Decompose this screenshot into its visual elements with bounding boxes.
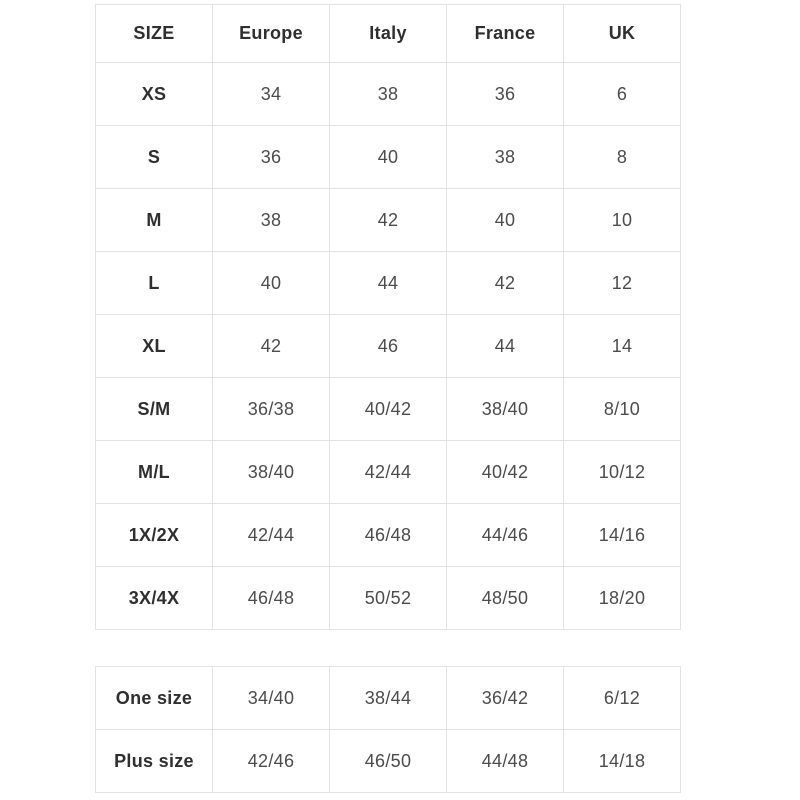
- size-value-cell: 34: [213, 63, 330, 126]
- size-value-cell: 46: [330, 315, 447, 378]
- size-value-cell: 38: [447, 126, 564, 189]
- size-row: [96, 63, 681, 126]
- size-value-cell: 10: [564, 189, 681, 252]
- column-header-cell: UK: [564, 5, 681, 63]
- size-label-cell: One size: [96, 667, 213, 730]
- size-value-cell: 38: [213, 189, 330, 252]
- size-value-cell: 44: [447, 315, 564, 378]
- size-value-cell: 36: [447, 63, 564, 126]
- size-value-cell: 44/48: [447, 730, 564, 793]
- size-value-cell: 6/12: [564, 667, 681, 730]
- special-sizes-table: [95, 666, 681, 793]
- size-conversion-table: [95, 4, 681, 630]
- size-value-cell: 40: [213, 252, 330, 315]
- size-label-cell: S/M: [96, 378, 213, 441]
- size-value-cell: 14: [564, 315, 681, 378]
- size-value-cell: 48/50: [447, 567, 564, 630]
- special-size-row: [96, 667, 681, 730]
- special-size-row: [96, 730, 681, 793]
- size-value-cell: 36/42: [447, 667, 564, 730]
- size-value-cell: 46/48: [213, 567, 330, 630]
- size-value-cell: 46/48: [330, 504, 447, 567]
- size-value-cell: 38/44: [330, 667, 447, 730]
- size-value-cell: 38/40: [213, 441, 330, 504]
- size-value-cell: 40: [330, 126, 447, 189]
- size-row: [96, 252, 681, 315]
- special-sizes-table-body: [96, 667, 681, 793]
- size-label-cell: L: [96, 252, 213, 315]
- size-row: [96, 315, 681, 378]
- size-row: [96, 189, 681, 252]
- column-header-cell: France: [447, 5, 564, 63]
- size-value-cell: 42: [330, 189, 447, 252]
- size-conversion-table-body: [96, 63, 681, 630]
- size-value-cell: 50/52: [330, 567, 447, 630]
- size-label-cell: M: [96, 189, 213, 252]
- size-label-cell: 3X/4X: [96, 567, 213, 630]
- size-value-cell: 36: [213, 126, 330, 189]
- column-header-cell: Europe: [213, 5, 330, 63]
- size-row: [96, 126, 681, 189]
- size-row: [96, 378, 681, 441]
- size-value-cell: 46/50: [330, 730, 447, 793]
- size-label-cell: M/L: [96, 441, 213, 504]
- size-value-cell: 42: [447, 252, 564, 315]
- size-value-cell: 44: [330, 252, 447, 315]
- size-value-cell: 8: [564, 126, 681, 189]
- size-label-cell: XL: [96, 315, 213, 378]
- size-value-cell: 18/20: [564, 567, 681, 630]
- size-value-cell: 8/10: [564, 378, 681, 441]
- size-value-cell: 40/42: [447, 441, 564, 504]
- size-value-cell: 42/46: [213, 730, 330, 793]
- size-conversion-table-header: [96, 5, 681, 63]
- size-label-cell: XS: [96, 63, 213, 126]
- size-value-cell: 6: [564, 63, 681, 126]
- size-row: [96, 504, 681, 567]
- size-value-cell: 38/40: [447, 378, 564, 441]
- size-label-cell: S: [96, 126, 213, 189]
- size-value-cell: 14/18: [564, 730, 681, 793]
- size-value-cell: 42: [213, 315, 330, 378]
- column-header-cell: SIZE: [96, 5, 213, 63]
- size-value-cell: 14/16: [564, 504, 681, 567]
- size-value-cell: 40/42: [330, 378, 447, 441]
- size-value-cell: 34/40: [213, 667, 330, 730]
- size-value-cell: 12: [564, 252, 681, 315]
- size-value-cell: 40: [447, 189, 564, 252]
- size-row: [96, 567, 681, 630]
- header-row: [96, 5, 681, 63]
- size-value-cell: 36/38: [213, 378, 330, 441]
- size-label-cell: Plus size: [96, 730, 213, 793]
- size-value-cell: 42/44: [213, 504, 330, 567]
- size-label-cell: 1X/2X: [96, 504, 213, 567]
- size-value-cell: 38: [330, 63, 447, 126]
- size-value-cell: 10/12: [564, 441, 681, 504]
- column-header-cell: Italy: [330, 5, 447, 63]
- size-value-cell: 44/46: [447, 504, 564, 567]
- size-row: [96, 441, 681, 504]
- size-value-cell: 42/44: [330, 441, 447, 504]
